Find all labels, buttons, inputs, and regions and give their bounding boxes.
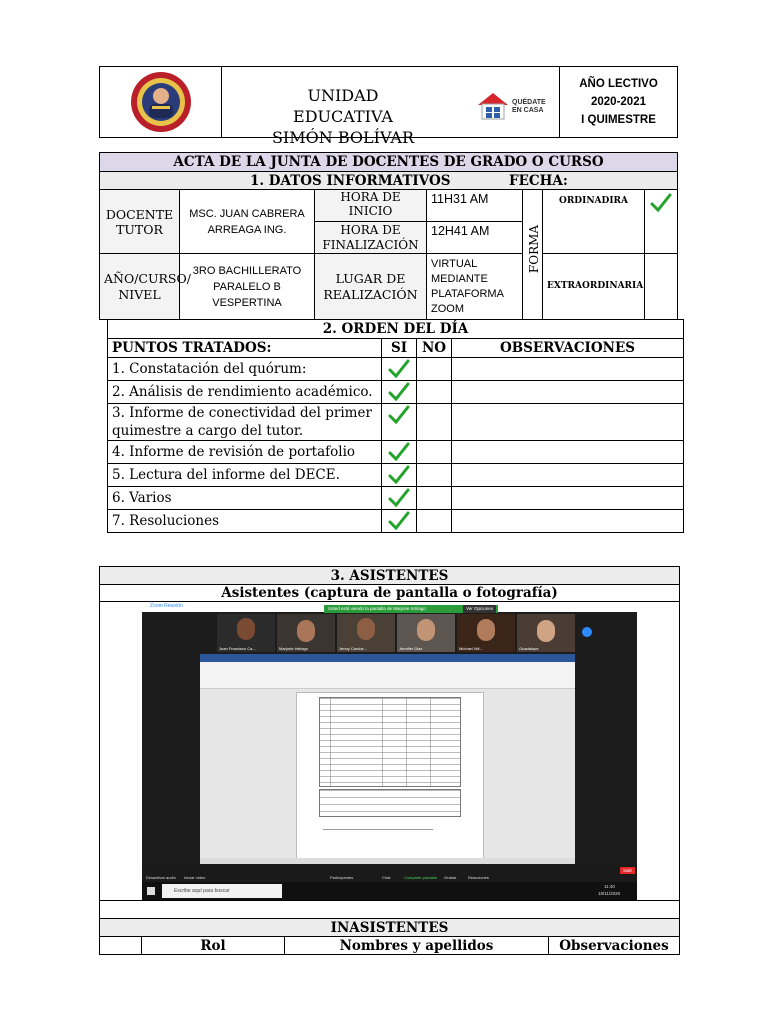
windows-taskbar [142,882,637,900]
logo-cell [100,67,222,138]
hora-fin-value: 12H41 AM [427,222,523,254]
si-check-cell [382,487,417,510]
obs-cell [452,381,684,404]
obs-cell [452,358,684,381]
year-cell [560,67,678,138]
orden-item: 2. Análisis de rendimiento académico. [108,381,382,404]
si-check-cell [382,404,417,441]
leave-button[interactable]: Salir [620,867,635,874]
orden-item: 7. Resoluciones [108,510,382,533]
extraordinaria-label: EXTRAORDINARIA [543,254,645,320]
lugar-label: LUGAR DE REALIZACIÓN [315,254,427,320]
asistentes-table [99,566,680,955]
obs-cell [452,441,684,464]
check-icon [649,192,673,214]
hora-inicio-value: 11H31 AM [427,190,523,222]
participant-name: Marjorie Intriago [279,646,308,651]
year-line2: 2020-2021 [591,96,646,108]
reactions-button[interactable]: Reacciones [468,875,489,880]
si-check-cell [382,464,417,487]
quedate-en-casa-badge [476,91,556,121]
puntos-label: PUNTOS TRATADOS: [108,339,382,358]
no-cell [417,404,452,441]
mute-button[interactable]: Desactivar audio [146,875,176,880]
check-icon [387,441,411,463]
orden-item: 5. Lectura del informe del DECE. [108,464,382,487]
orden-table [107,319,684,533]
word-page [296,692,484,860]
share-banner-text: Usted está viendo la pantalla de Marjorie Intriago [328,606,426,611]
word-ribbon-tabs [200,654,575,662]
year-line1: AÑO LECTIVO [579,78,658,90]
no-cell [417,487,452,510]
forma-cell [523,190,543,320]
no-cell [417,358,452,381]
acta-title: ACTA DE LA JUNTA DE DOCENTES DE GRADO O CURSO [100,153,678,172]
zoom-controlbar [142,864,637,882]
orden-item: 6. Varios [108,487,382,510]
header-table [99,66,678,147]
participant-tile[interactable] [457,614,515,652]
check-icon [387,510,411,532]
docente-value: MSC. JUAN CABRERA ARREAGA ING. [180,190,315,254]
zoom-screenshot [142,602,637,900]
participant-name: Juan Francisco Ca... [219,646,256,651]
observaciones-header: OBSERVACIONES [452,339,684,358]
institution-cell [222,67,560,147]
view-options-button[interactable]: Ver Opciones [463,605,496,613]
inasistentes-title: INASISTENTES [100,919,680,937]
hora-inicio-label: HORA DE INICIO [315,190,427,222]
orden-item: 3. Informe de conectividad del primer quimestre a cargo del tutor. [108,404,382,441]
badge-line1: QUÉDATE [512,99,546,106]
screenshot-cell [100,602,680,901]
year-line3: I QUIMESTRE [581,114,656,126]
check-icon [387,358,411,380]
share-screen-button[interactable]: Compartir pantalla [404,875,437,880]
badge-line2: EN CASA [512,107,544,114]
next-page-icon[interactable] [582,627,592,637]
extraordinaria-check-cell [645,254,678,320]
obs-cell [452,487,684,510]
participant-strip [217,614,579,652]
participant-tile[interactable] [217,614,275,652]
si-check-cell [382,510,417,533]
si-check-cell [382,381,417,404]
fecha-label: FECHA: [509,173,568,189]
orden-item: 1. Constatación del quórum: [108,358,382,381]
datos-informativos-row [100,172,678,190]
si-check-cell [382,358,417,381]
participant-name: Guadalupe [519,646,539,651]
asistentes-title: 3. ASISTENTES [100,567,680,585]
orden-title: 2. ORDEN DEL DÍA [108,320,684,339]
no-cell [417,381,452,404]
record-button[interactable]: Grabar [444,875,457,880]
taskbar-search-placeholder: Escribe aquí para buscar [174,888,230,894]
check-icon [387,404,411,426]
institution-name-line1: UNIDAD EDUCATIVA [293,86,393,126]
lugar-value: VIRTUAL MEDIANTE PLATAFORMA ZOOM [427,254,523,320]
no-header: NO [417,339,452,358]
ordinaria-check-cell [645,190,678,254]
si-check-cell [382,441,417,464]
house-icon [476,91,510,121]
hora-fin-label: HORA DE FINALIZACIÓN [315,222,427,254]
nivel-label: AÑO/CURSO/ NIVEL [100,254,180,320]
no-cell [417,510,452,533]
shared-word-window [200,654,575,864]
institution-name-line2: SIMÓN BOLÍVAR [271,128,415,147]
obs-cell [452,510,684,533]
forma-label: FORMA [527,224,541,274]
si-header: SI [382,339,417,358]
asistentes-subtitle: Asistentes (captura de pantalla o fotografía) [100,585,680,602]
section1-title: 1. DATOS INFORMATIVOS [250,173,451,189]
nivel-value: 3RO BACHILLERATO PARALELO B VESPERTINA [180,254,315,320]
video-button[interactable]: Iniciar video [184,875,206,880]
obs-cell [452,464,684,487]
participant-tile[interactable] [397,614,455,652]
obs-cell [452,404,684,441]
participants-button[interactable]: Participantes [330,875,354,880]
orden-item: 4. Informe de revisión de portafolio [108,441,382,464]
observaciones-header: Observaciones [549,937,680,955]
word-ribbon [200,662,575,689]
zoom-title: Zoom Reunión [150,603,183,609]
participant-tile[interactable] [337,614,395,652]
empty-row [100,901,680,919]
check-icon [387,464,411,486]
acta-table [99,152,678,320]
taskbar-clock: 11:40 [604,884,615,889]
share-banner [324,605,498,613]
taskbar-search-input[interactable] [162,884,282,898]
rol-header: Rol [142,937,285,955]
participant-tile[interactable] [277,614,335,652]
taskbar-date: 18/11/2020 [598,891,621,896]
check-icon [387,381,411,403]
participant-name: Jennifer Diaz [399,646,423,651]
windows-start-icon[interactable] [147,887,155,895]
ordinaria-label: ORDINADIRA [543,190,645,254]
no-cell [417,441,452,464]
chat-button[interactable]: Chat [382,875,391,880]
no-cell [417,464,452,487]
nombres-header: Nombres y apellidos [285,937,549,955]
participant-tile[interactable] [517,614,575,652]
participant-name: Michael Wil... [459,646,483,651]
check-icon [387,487,411,509]
docente-label: DOCENTE TUTOR [100,190,180,254]
school-logo [130,71,192,133]
index-header-cell [100,937,142,955]
participant-name: Jenny Cardoz... [339,646,368,651]
